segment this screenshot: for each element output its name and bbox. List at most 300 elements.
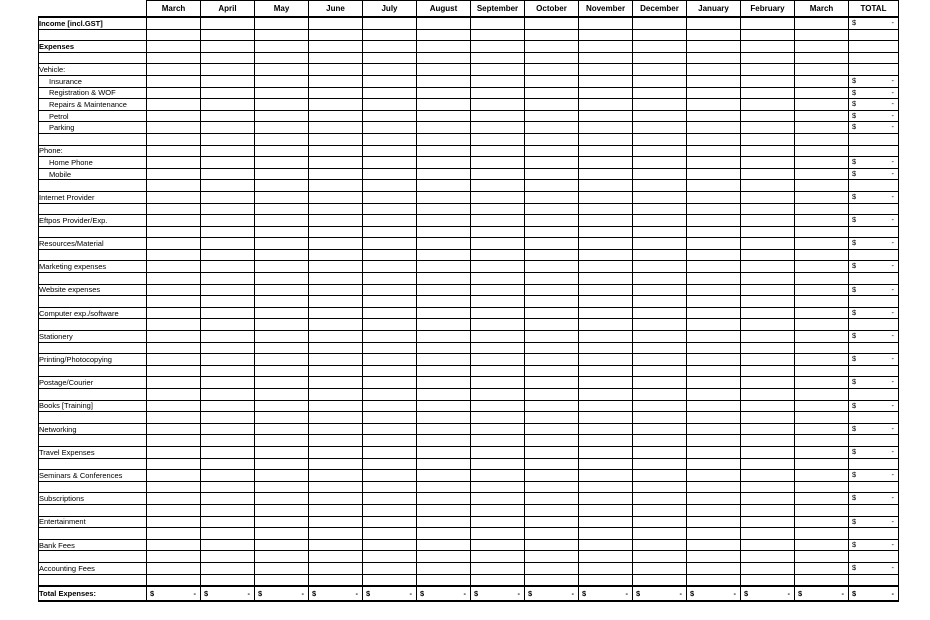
total-expenses-september[interactable]: [471, 586, 525, 601]
cell-blank-march[interactable]: [795, 296, 849, 308]
row-label-computer-exp-software[interactable]: Computer exp./software: [39, 307, 147, 319]
cell-blank-february[interactable]: [741, 226, 795, 238]
cell-blank-march[interactable]: [795, 342, 849, 354]
cell-blank-march[interactable]: [147, 249, 201, 261]
cell-blank-july[interactable]: [363, 574, 417, 586]
cell-resources-material-january[interactable]: [687, 238, 741, 250]
row-label-website-expenses[interactable]: Website expenses: [39, 284, 147, 296]
cell-blank-september[interactable]: [471, 296, 525, 308]
cell-blank-april[interactable]: [201, 133, 255, 145]
cell-blank-february[interactable]: [741, 412, 795, 424]
cell-blank-december[interactable]: [633, 574, 687, 586]
cell-books-training-august[interactable]: [417, 400, 471, 412]
cell-website-expenses-march[interactable]: [147, 284, 201, 296]
cell-parking-may[interactable]: [255, 122, 309, 134]
cell-website-expenses-july[interactable]: [363, 284, 417, 296]
cell-blank-may[interactable]: [255, 365, 309, 377]
cell-bank-fees-july[interactable]: [363, 539, 417, 551]
cell-blank-august[interactable]: [417, 133, 471, 145]
total-mobile[interactable]: [849, 168, 899, 180]
cell-blank-march[interactable]: [147, 226, 201, 238]
cell-blank-june[interactable]: [309, 273, 363, 285]
cell-blank-november[interactable]: [579, 226, 633, 238]
cell-accounting-fees-december[interactable]: [633, 562, 687, 574]
row-label-blank[interactable]: [39, 528, 147, 540]
cell-accounting-fees-november[interactable]: [579, 562, 633, 574]
cell-blank-december[interactable]: [633, 226, 687, 238]
cell-accounting-fees-august[interactable]: [417, 562, 471, 574]
cell-blank-january[interactable]: [687, 412, 741, 424]
cell-mobile-january[interactable]: [687, 168, 741, 180]
cell-stationery-august[interactable]: [417, 331, 471, 343]
cell-blank-october[interactable]: [525, 365, 579, 377]
total-stationery[interactable]: [849, 331, 899, 343]
cell-home-phone-july[interactable]: [363, 157, 417, 169]
row-label-phone[interactable]: Phone:: [39, 145, 147, 157]
cell-blank-july[interactable]: [363, 389, 417, 401]
cell-income-incl-gst-january[interactable]: [687, 17, 741, 29]
cell-expenses-july[interactable]: [363, 41, 417, 53]
cell-computer-exp-software-may[interactable]: [255, 307, 309, 319]
cell-blank-march[interactable]: [795, 551, 849, 563]
cell-petrol-october[interactable]: [525, 110, 579, 122]
cell-blank-may[interactable]: [255, 389, 309, 401]
row-label-blank[interactable]: [39, 273, 147, 285]
cell-computer-exp-software-september[interactable]: [471, 307, 525, 319]
cell-blank-august[interactable]: [417, 273, 471, 285]
cell-phone-march[interactable]: [795, 145, 849, 157]
cell-postage-courier-march[interactable]: [147, 377, 201, 389]
cell-phone-july[interactable]: [363, 145, 417, 157]
cell-blank-march[interactable]: [147, 389, 201, 401]
row-label-accounting-fees[interactable]: Accounting Fees: [39, 562, 147, 574]
cell-blank-march[interactable]: [795, 29, 849, 41]
cell-blank-january[interactable]: [687, 180, 741, 192]
cell-blank-november[interactable]: [579, 551, 633, 563]
cell-petrol-march[interactable]: [795, 110, 849, 122]
cell-bank-fees-august[interactable]: [417, 539, 471, 551]
cell-home-phone-february[interactable]: [741, 157, 795, 169]
cell-computer-exp-software-july[interactable]: [363, 307, 417, 319]
cell-petrol-may[interactable]: [255, 110, 309, 122]
cell-blank-may[interactable]: [255, 226, 309, 238]
total-expenses-may[interactable]: [255, 586, 309, 601]
cell-blank-november[interactable]: [579, 273, 633, 285]
cell-blank-december[interactable]: [633, 296, 687, 308]
cell-seminars-conferences-january[interactable]: [687, 470, 741, 482]
row-label-blank[interactable]: [39, 133, 147, 145]
cell-vehicle-december[interactable]: [633, 64, 687, 76]
cell-blank-november[interactable]: [579, 504, 633, 516]
cell-subscriptions-january[interactable]: [687, 493, 741, 505]
cell-books-training-march[interactable]: [795, 400, 849, 412]
cell-blank-march[interactable]: [147, 365, 201, 377]
cell-travel-expenses-february[interactable]: [741, 446, 795, 458]
cell-blank-march[interactable]: [795, 389, 849, 401]
cell-resources-material-may[interactable]: [255, 238, 309, 250]
cell-blank-june[interactable]: [309, 504, 363, 516]
total-blank[interactable]: [849, 458, 899, 470]
cell-blank-august[interactable]: [417, 412, 471, 424]
cell-printing-photocopying-july[interactable]: [363, 354, 417, 366]
cell-eftpos-provider-exp-may[interactable]: [255, 215, 309, 227]
cell-networking-march[interactable]: [147, 423, 201, 435]
cell-internet-provider-april[interactable]: [201, 191, 255, 203]
cell-blank-january[interactable]: [687, 319, 741, 331]
cell-marketing-expenses-march[interactable]: [795, 261, 849, 273]
cell-eftpos-provider-exp-february[interactable]: [741, 215, 795, 227]
total-computer-exp-software[interactable]: [849, 307, 899, 319]
cell-resources-material-march[interactable]: [147, 238, 201, 250]
total-expenses-february[interactable]: [741, 586, 795, 601]
cell-blank-september[interactable]: [471, 481, 525, 493]
cell-printing-photocopying-april[interactable]: [201, 354, 255, 366]
row-label-blank[interactable]: [39, 296, 147, 308]
cell-marketing-expenses-may[interactable]: [255, 261, 309, 273]
cell-blank-march[interactable]: [147, 52, 201, 64]
cell-entertainment-february[interactable]: [741, 516, 795, 528]
cell-mobile-march[interactable]: [795, 168, 849, 180]
cell-blank-november[interactable]: [579, 29, 633, 41]
cell-website-expenses-june[interactable]: [309, 284, 363, 296]
cell-computer-exp-software-october[interactable]: [525, 307, 579, 319]
cell-blank-march[interactable]: [795, 52, 849, 64]
row-label-vehicle[interactable]: Vehicle:: [39, 64, 147, 76]
cell-blank-august[interactable]: [417, 226, 471, 238]
cell-blank-july[interactable]: [363, 180, 417, 192]
cell-blank-april[interactable]: [201, 389, 255, 401]
cell-blank-october[interactable]: [525, 180, 579, 192]
cell-travel-expenses-may[interactable]: [255, 446, 309, 458]
cell-blank-august[interactable]: [417, 52, 471, 64]
cell-blank-april[interactable]: [201, 551, 255, 563]
cell-mobile-june[interactable]: [309, 168, 363, 180]
total-vehicle[interactable]: [849, 64, 899, 76]
cell-blank-october[interactable]: [525, 458, 579, 470]
total-blank[interactable]: [849, 435, 899, 447]
cell-blank-january[interactable]: [687, 52, 741, 64]
total-subscriptions[interactable]: [849, 493, 899, 505]
cell-blank-june[interactable]: [309, 574, 363, 586]
cell-blank-september[interactable]: [471, 435, 525, 447]
cell-blank-october[interactable]: [525, 528, 579, 540]
cell-blank-march[interactable]: [147, 528, 201, 540]
row-label-blank[interactable]: [39, 574, 147, 586]
cell-blank-april[interactable]: [201, 180, 255, 192]
cell-bank-fees-december[interactable]: [633, 539, 687, 551]
cell-blank-september[interactable]: [471, 319, 525, 331]
cell-blank-july[interactable]: [363, 528, 417, 540]
cell-blank-january[interactable]: [687, 133, 741, 145]
cell-blank-october[interactable]: [525, 435, 579, 447]
cell-bank-fees-march[interactable]: [795, 539, 849, 551]
cell-blank-june[interactable]: [309, 365, 363, 377]
cell-blank-july[interactable]: [363, 133, 417, 145]
cell-phone-march[interactable]: [147, 145, 201, 157]
cell-seminars-conferences-february[interactable]: [741, 470, 795, 482]
cell-blank-february[interactable]: [741, 551, 795, 563]
cell-blank-january[interactable]: [687, 296, 741, 308]
cell-blank-december[interactable]: [633, 29, 687, 41]
cell-marketing-expenses-august[interactable]: [417, 261, 471, 273]
cell-blank-july[interactable]: [363, 273, 417, 285]
total-blank[interactable]: [849, 504, 899, 516]
total-expenses-december[interactable]: [633, 586, 687, 601]
cell-parking-july[interactable]: [363, 122, 417, 134]
cell-insurance-january[interactable]: [687, 75, 741, 87]
cell-blank-june[interactable]: [309, 29, 363, 41]
cell-blank-october[interactable]: [525, 296, 579, 308]
cell-blank-april[interactable]: [201, 412, 255, 424]
total-blank[interactable]: [849, 481, 899, 493]
cell-blank-march[interactable]: [795, 133, 849, 145]
cell-accounting-fees-february[interactable]: [741, 562, 795, 574]
cell-blank-august[interactable]: [417, 481, 471, 493]
row-label-parking[interactable]: Parking: [39, 122, 147, 134]
cell-internet-provider-june[interactable]: [309, 191, 363, 203]
cell-eftpos-provider-exp-september[interactable]: [471, 215, 525, 227]
cell-expenses-february[interactable]: [741, 41, 795, 53]
cell-networking-september[interactable]: [471, 423, 525, 435]
cell-stationery-march[interactable]: [795, 331, 849, 343]
cell-expenses-june[interactable]: [309, 41, 363, 53]
cell-blank-september[interactable]: [471, 203, 525, 215]
row-label-blank[interactable]: [39, 365, 147, 377]
cell-entertainment-april[interactable]: [201, 516, 255, 528]
cell-registration-wof-january[interactable]: [687, 87, 741, 99]
cell-marketing-expenses-march[interactable]: [147, 261, 201, 273]
cell-income-incl-gst-march[interactable]: [795, 17, 849, 29]
cell-blank-august[interactable]: [417, 180, 471, 192]
cell-postage-courier-march[interactable]: [795, 377, 849, 389]
cell-blank-may[interactable]: [255, 319, 309, 331]
cell-postage-courier-november[interactable]: [579, 377, 633, 389]
cell-stationery-april[interactable]: [201, 331, 255, 343]
total-expenses-april[interactable]: [201, 586, 255, 601]
cell-registration-wof-december[interactable]: [633, 87, 687, 99]
cell-website-expenses-september[interactable]: [471, 284, 525, 296]
row-label-petrol[interactable]: Petrol: [39, 110, 147, 122]
cell-postage-courier-september[interactable]: [471, 377, 525, 389]
row-label-internet-provider[interactable]: Internet Provider: [39, 191, 147, 203]
cell-stationery-september[interactable]: [471, 331, 525, 343]
cell-subscriptions-december[interactable]: [633, 493, 687, 505]
total-expenses-july[interactable]: [363, 586, 417, 601]
cell-blank-september[interactable]: [471, 133, 525, 145]
cell-blank-december[interactable]: [633, 203, 687, 215]
cell-books-training-october[interactable]: [525, 400, 579, 412]
cell-blank-october[interactable]: [525, 226, 579, 238]
cell-blank-june[interactable]: [309, 203, 363, 215]
cell-parking-january[interactable]: [687, 122, 741, 134]
cell-internet-provider-december[interactable]: [633, 191, 687, 203]
cell-blank-august[interactable]: [417, 528, 471, 540]
cell-blank-june[interactable]: [309, 342, 363, 354]
total-blank[interactable]: [849, 412, 899, 424]
cell-blank-march[interactable]: [795, 458, 849, 470]
cell-blank-may[interactable]: [255, 52, 309, 64]
cell-blank-october[interactable]: [525, 412, 579, 424]
cell-income-incl-gst-march[interactable]: [147, 17, 201, 29]
cell-blank-march[interactable]: [147, 458, 201, 470]
cell-insurance-march[interactable]: [795, 75, 849, 87]
cell-blank-february[interactable]: [741, 52, 795, 64]
row-label-blank[interactable]: [39, 29, 147, 41]
cell-resources-material-august[interactable]: [417, 238, 471, 250]
total-seminars-conferences[interactable]: [849, 470, 899, 482]
cell-repairs-maintenance-march[interactable]: [795, 99, 849, 111]
cell-bank-fees-april[interactable]: [201, 539, 255, 551]
cell-parking-november[interactable]: [579, 122, 633, 134]
cell-printing-photocopying-november[interactable]: [579, 354, 633, 366]
total-blank[interactable]: [849, 203, 899, 215]
cell-blank-january[interactable]: [687, 528, 741, 540]
cell-blank-december[interactable]: [633, 249, 687, 261]
cell-blank-august[interactable]: [417, 435, 471, 447]
row-label-blank[interactable]: [39, 412, 147, 424]
cell-entertainment-january[interactable]: [687, 516, 741, 528]
cell-petrol-december[interactable]: [633, 110, 687, 122]
cell-subscriptions-november[interactable]: [579, 493, 633, 505]
row-label-resources-material[interactable]: Resources/Material: [39, 238, 147, 250]
row-label-registration-wof[interactable]: Registration & WOF: [39, 87, 147, 99]
cell-accounting-fees-may[interactable]: [255, 562, 309, 574]
total-eftpos-provider-exp[interactable]: [849, 215, 899, 227]
cell-blank-august[interactable]: [417, 296, 471, 308]
cell-blank-july[interactable]: [363, 551, 417, 563]
cell-petrol-november[interactable]: [579, 110, 633, 122]
cell-blank-march[interactable]: [147, 296, 201, 308]
cell-seminars-conferences-december[interactable]: [633, 470, 687, 482]
cell-postage-courier-december[interactable]: [633, 377, 687, 389]
cell-blank-june[interactable]: [309, 249, 363, 261]
cell-blank-december[interactable]: [633, 551, 687, 563]
total-blank[interactable]: [849, 319, 899, 331]
cell-blank-may[interactable]: [255, 296, 309, 308]
cell-stationery-february[interactable]: [741, 331, 795, 343]
cell-networking-january[interactable]: [687, 423, 741, 435]
cell-repairs-maintenance-april[interactable]: [201, 99, 255, 111]
cell-eftpos-provider-exp-august[interactable]: [417, 215, 471, 227]
cell-subscriptions-october[interactable]: [525, 493, 579, 505]
cell-blank-april[interactable]: [201, 249, 255, 261]
cell-blank-february[interactable]: [741, 342, 795, 354]
cell-blank-may[interactable]: [255, 458, 309, 470]
cell-blank-april[interactable]: [201, 481, 255, 493]
cell-blank-june[interactable]: [309, 458, 363, 470]
cell-blank-february[interactable]: [741, 29, 795, 41]
row-label-insurance[interactable]: Insurance: [39, 75, 147, 87]
cell-eftpos-provider-exp-june[interactable]: [309, 215, 363, 227]
cell-mobile-december[interactable]: [633, 168, 687, 180]
cell-petrol-june[interactable]: [309, 110, 363, 122]
cell-internet-provider-july[interactable]: [363, 191, 417, 203]
cell-parking-september[interactable]: [471, 122, 525, 134]
cell-mobile-october[interactable]: [525, 168, 579, 180]
cell-blank-september[interactable]: [471, 458, 525, 470]
row-label-subscriptions[interactable]: Subscriptions: [39, 493, 147, 505]
cell-registration-wof-october[interactable]: [525, 87, 579, 99]
cell-petrol-january[interactable]: [687, 110, 741, 122]
cell-marketing-expenses-february[interactable]: [741, 261, 795, 273]
total-blank[interactable]: [849, 528, 899, 540]
cell-computer-exp-software-march[interactable]: [147, 307, 201, 319]
row-label-stationery[interactable]: Stationery: [39, 331, 147, 343]
cell-insurance-february[interactable]: [741, 75, 795, 87]
cell-blank-december[interactable]: [633, 133, 687, 145]
cell-insurance-august[interactable]: [417, 75, 471, 87]
cell-books-training-april[interactable]: [201, 400, 255, 412]
cell-postage-courier-april[interactable]: [201, 377, 255, 389]
cell-blank-july[interactable]: [363, 412, 417, 424]
cell-networking-november[interactable]: [579, 423, 633, 435]
cell-blank-october[interactable]: [525, 319, 579, 331]
cell-blank-march[interactable]: [795, 249, 849, 261]
cell-blank-july[interactable]: [363, 29, 417, 41]
cell-insurance-october[interactable]: [525, 75, 579, 87]
total-income-incl-gst[interactable]: [849, 17, 899, 29]
cell-blank-march[interactable]: [795, 574, 849, 586]
cell-entertainment-october[interactable]: [525, 516, 579, 528]
cell-blank-september[interactable]: [471, 29, 525, 41]
cell-bank-fees-november[interactable]: [579, 539, 633, 551]
cell-subscriptions-august[interactable]: [417, 493, 471, 505]
cell-insurance-november[interactable]: [579, 75, 633, 87]
cell-phone-february[interactable]: [741, 145, 795, 157]
total-expenses-march[interactable]: [147, 586, 201, 601]
cell-eftpos-provider-exp-january[interactable]: [687, 215, 741, 227]
row-label-blank[interactable]: [39, 249, 147, 261]
cell-blank-august[interactable]: [417, 203, 471, 215]
cell-expenses-august[interactable]: [417, 41, 471, 53]
cell-blank-march[interactable]: [795, 203, 849, 215]
total-blank[interactable]: [849, 29, 899, 41]
cell-internet-provider-november[interactable]: [579, 191, 633, 203]
cell-blank-november[interactable]: [579, 249, 633, 261]
cell-blank-may[interactable]: [255, 412, 309, 424]
cell-postage-courier-may[interactable]: [255, 377, 309, 389]
cell-entertainment-december[interactable]: [633, 516, 687, 528]
total-expenses-august[interactable]: [417, 586, 471, 601]
cell-accounting-fees-march[interactable]: [795, 562, 849, 574]
cell-eftpos-provider-exp-december[interactable]: [633, 215, 687, 227]
cell-blank-january[interactable]: [687, 365, 741, 377]
cell-blank-march[interactable]: [795, 412, 849, 424]
cell-internet-provider-february[interactable]: [741, 191, 795, 203]
total-blank[interactable]: [849, 389, 899, 401]
cell-home-phone-march[interactable]: [795, 157, 849, 169]
total-blank[interactable]: [849, 342, 899, 354]
total-blank[interactable]: [849, 296, 899, 308]
cell-marketing-expenses-october[interactable]: [525, 261, 579, 273]
cell-blank-may[interactable]: [255, 342, 309, 354]
cell-blank-june[interactable]: [309, 389, 363, 401]
cell-blank-january[interactable]: [687, 435, 741, 447]
cell-printing-photocopying-march[interactable]: [147, 354, 201, 366]
cell-expenses-november[interactable]: [579, 41, 633, 53]
cell-expenses-april[interactable]: [201, 41, 255, 53]
cell-blank-april[interactable]: [201, 342, 255, 354]
cell-blank-july[interactable]: [363, 435, 417, 447]
cell-income-incl-gst-july[interactable]: [363, 17, 417, 29]
cell-blank-june[interactable]: [309, 435, 363, 447]
cell-blank-december[interactable]: [633, 273, 687, 285]
cell-entertainment-june[interactable]: [309, 516, 363, 528]
row-label-blank[interactable]: [39, 458, 147, 470]
total-registration-wof[interactable]: [849, 87, 899, 99]
cell-blank-december[interactable]: [633, 180, 687, 192]
cell-bank-fees-september[interactable]: [471, 539, 525, 551]
